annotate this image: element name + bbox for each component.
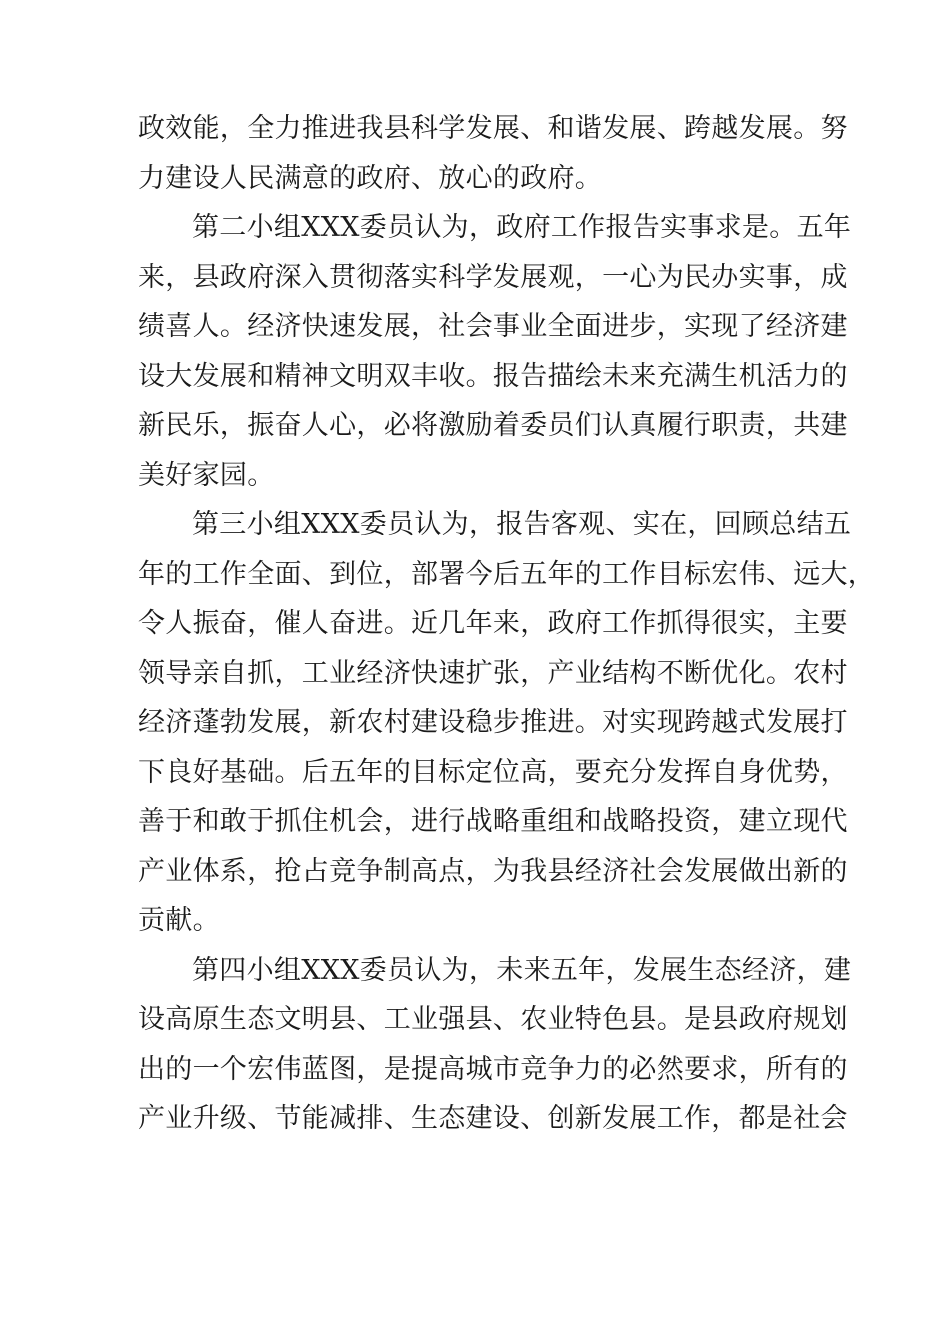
text-line: 力建设人民满意的政府、放心的政府。 [138,162,603,194]
paragraph-2 [138,203,852,500]
paragraph-3 [138,500,876,946]
text-line: 第二小组XXX委员认为，政府工作报告实事求是。五年 [192,212,852,243]
text-line: 令人振奋，催人奋进。近几年来，政府工作抓得很实，主要 [138,608,848,639]
text-line: 经济蓬勃发展，新农村建设稳步推进。对实现跨越式发展打 [138,707,848,738]
text-line: 出的一个宏伟蓝图，是提高城市竞争力的必然要求，所有的 [138,1053,848,1085]
paragraph-1 [138,104,848,203]
text-line: 政效能，全力推进我县科学发展、和谐发展、跨越发展。努 [138,113,848,144]
text-line: 美好家园。 [138,459,275,491]
text-line: 绩喜人。经济快速发展，社会事业全面进步，实现了经济建 [138,311,848,342]
text-line: 领导亲自抓，工业经济快速扩张，产业结构不断优化。农村 [138,657,848,689]
text-line: 设高原生态文明县、工业强县、农业特色县。是县政府规划 [138,1004,848,1035]
text-line: 年的工作全面、到位，部署今后五年的工作目标宏伟、远大， [138,558,876,590]
text-line: 贡献。 [138,905,220,936]
text-line: 设大发展和精神文明双丰收。报告描绘未来充满生机活力的 [138,360,848,392]
text-line: 新民乐，振奋人心，必将激励着委员们认真履行职责，共建 [138,410,848,441]
paragraph-4 [138,946,852,1144]
text-line: 产业体系，抢占竞争制高点，为我县经济社会发展做出新的 [138,855,848,887]
text-line: 第三小组XXX委员认为，报告客观、实在，回顾总结五 [192,509,852,540]
text-line: 来，县政府深入贯彻落实科学发展观，一心为民办实事，成 [138,261,848,293]
text-line: 善于和敢于抓住机会，进行战略重组和战略投资，建立现代 [138,806,848,837]
text-line: 下良好基础。后五年的目标定位高，要充分发挥自身优势， [138,756,848,788]
document-body [138,104,876,1144]
text-line: 第四小组XXX委员认为，未来五年，发展生态经济，建 [192,954,852,986]
text-line: 产业升级、节能减排、生态建设、创新发展工作，都是社会 [138,1103,848,1134]
